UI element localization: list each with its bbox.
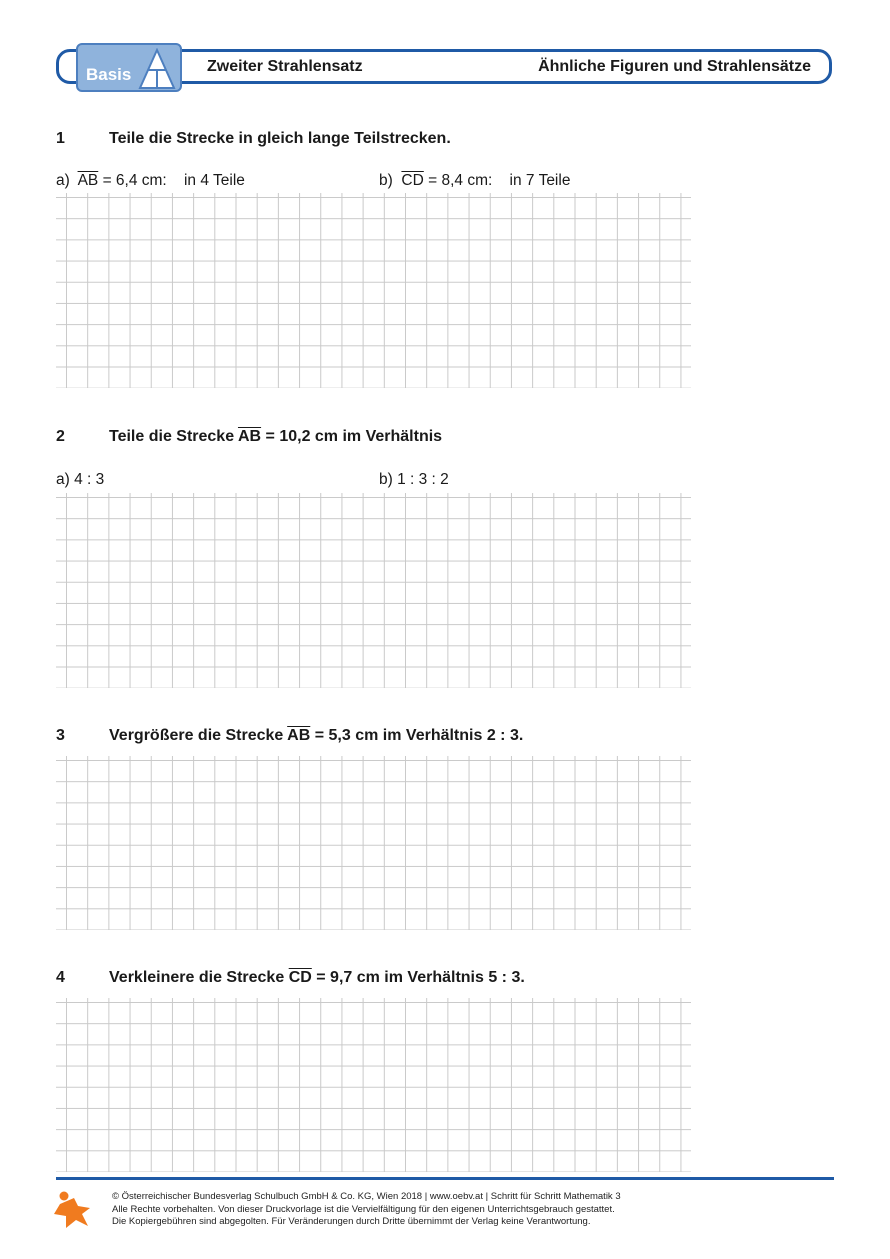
- parts-count: in 4 Teile: [183, 172, 245, 189]
- segment-label: $\overline{CD}$: [288, 969, 312, 986]
- footer-line-1: © Österreichischer Bundesverlag Schulbuch GmbH & Co. KG, Wien 2018 | www.oebv.at | Schritt für Schritt Mathematik 3: [112, 1191, 621, 1202]
- header-chapter: Ähnliche Figuren und Strahlensätze: [538, 58, 811, 75]
- footer-copyright: [112, 1191, 621, 1229]
- task-2a: a) 4 : 3: [56, 471, 105, 488]
- task-text-start: Teile die Strecke: [109, 428, 235, 445]
- task-text: [109, 428, 442, 446]
- triangle-icon: [138, 48, 176, 90]
- publisher-logo-icon: [52, 1190, 92, 1230]
- segment-length: = 8,4 cm:: [428, 172, 493, 189]
- task-text: Teile die Strecke in gleich lange Teilstrecken.: [109, 130, 451, 147]
- task-number: 1: [56, 130, 65, 147]
- task-1b: [379, 172, 570, 190]
- task-number: 4: [56, 969, 65, 986]
- task-number: 2: [56, 428, 65, 445]
- task-2b: b) 1 : 3 : 2: [379, 471, 449, 488]
- task-number: 3: [56, 727, 65, 744]
- footer-line-3: Die Kopiergebühren sind abgegolten. Für Veränderungen durch Dritte übernimmt der Verlag keine Verantwortung.: [112, 1216, 591, 1227]
- segment-length: = 6,4 cm:: [102, 172, 167, 189]
- grid-area-3[interactable]: [56, 756, 691, 930]
- segment-label: $\overline{AB}$: [77, 172, 99, 189]
- task-text: [109, 969, 525, 987]
- badge-label: Basis: [86, 65, 132, 84]
- segment-label: $\overline{CD}$: [401, 172, 424, 189]
- footer-line-2: Alle Rechte vorbehalten. Von dieser Druckvorlage ist die Vervielfältigung für den eigenen Unterrichtsgebrauch gestattet.: [112, 1203, 615, 1215]
- segment-label: $\overline{AB}$: [237, 428, 262, 445]
- level-badge: [76, 43, 182, 92]
- task-text-end: = 9,7 cm im Verhältnis 5 : 3.: [316, 969, 525, 986]
- task-text-end: = 10,2 cm im Verhältnis: [265, 428, 443, 445]
- subtask-label: a): [56, 172, 70, 189]
- grid-area-2[interactable]: [56, 493, 691, 688]
- task-text-start: Vergrößere die Strecke: [109, 727, 284, 744]
- subtask-label: b): [379, 172, 393, 189]
- task-text: [109, 727, 523, 745]
- segment-label: $\overline{AB}$: [287, 727, 311, 744]
- task-text-end: = 5,3 cm im Verhältnis 2 : 3.: [314, 727, 524, 744]
- task-text-start: Verkleinere die Strecke: [109, 969, 285, 986]
- header-title: Zweiter Strahlensatz: [207, 58, 363, 75]
- grid-area-4[interactable]: [56, 998, 691, 1172]
- task-1a: [56, 172, 245, 190]
- parts-count: in 7 Teile: [509, 172, 571, 189]
- footer-divider: [56, 1177, 834, 1180]
- grid-area-1[interactable]: [56, 193, 691, 388]
